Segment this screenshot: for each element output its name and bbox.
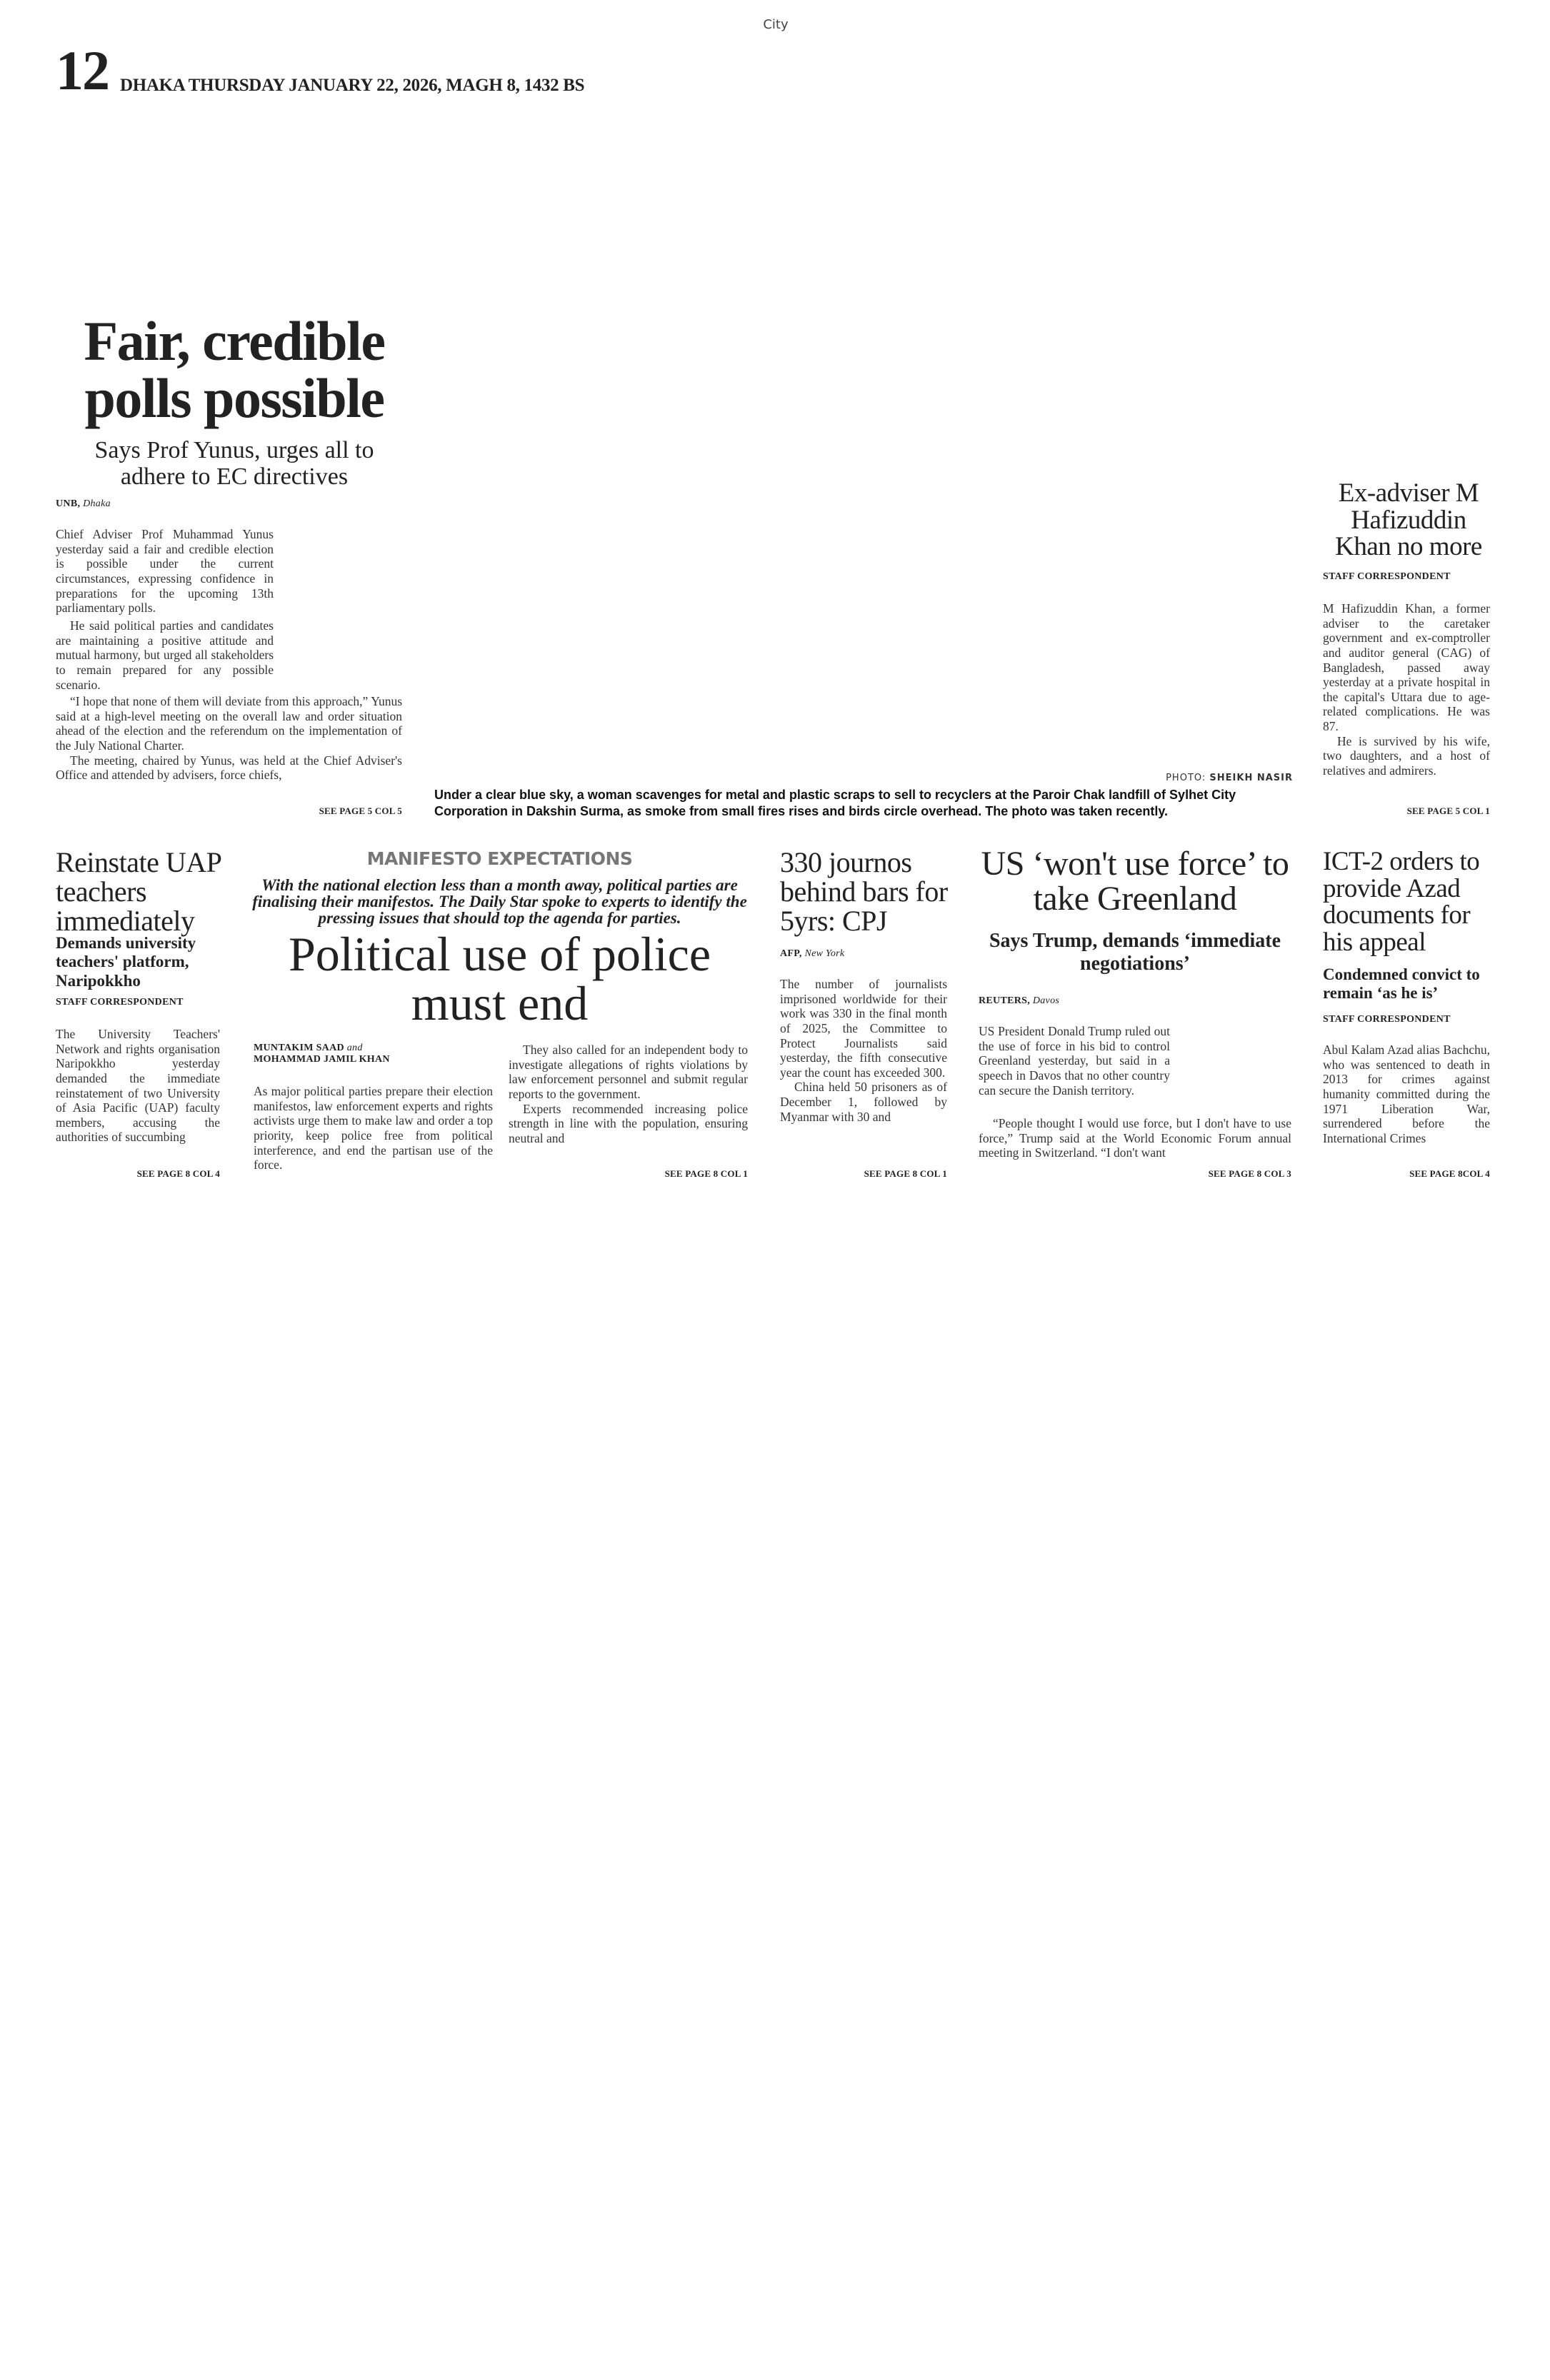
greenland-paragraph: US President Donald Trump ruled out the use of force in his bid to control Greenland yesterday, but said in a speech in Davos that no other country can secure the Danish territory. xyxy=(979,1024,1170,1098)
obituary-see-page[interactable]: SEE PAGE 5 COL 1 xyxy=(1406,805,1490,816)
cpj-credit-agency: AFP, xyxy=(780,948,802,959)
obituary-headline[interactable]: Ex-adviser M Hafizuddin Khan no more xyxy=(1335,478,1482,562)
photo-credit xyxy=(1114,773,1293,783)
manifesto-col2 xyxy=(509,1043,748,1145)
lead-paragraph: Chief Adviser Prof Muhammad Yunus yesterday said a fair and credible election is possible under the current circumstances, expressing confidence in preparations for the upcoming 13th parliamentary polls. xyxy=(56,527,274,616)
manifesto-headline[interactable]: Political use of police must end xyxy=(288,927,711,1031)
cpj-credit xyxy=(780,948,844,960)
byline-name: MUNTAKIM SAAD xyxy=(254,1043,344,1053)
cpj-credit-place: New York xyxy=(804,948,845,959)
lead-deck: Says Prof Yunus, urges all to adhere to EC directives xyxy=(94,437,374,491)
lead-paragraph: The meeting, chaired by Yunus, was held at the Chief Adviser's Office and attended by advisers, force chiefs, xyxy=(56,753,402,783)
uap-subhead: Demands university teachers' platform, Naripokkho xyxy=(56,934,196,990)
greenland-subhead: Says Trump, demands ‘immediate negotiations’ xyxy=(989,930,1281,975)
manifesto-see-page[interactable]: SEE PAGE 8 COL 1 xyxy=(664,1168,748,1179)
photo-credit-label: PHOTO: xyxy=(1166,773,1206,783)
ict-see-page[interactable]: SEE PAGE 8COL 4 xyxy=(1409,1168,1490,1179)
uap-body xyxy=(56,1027,220,1145)
ict-paragraph: Abul Kalam Azad alias Bachchu, who was sentenced to death in 2013 for crimes against humanity committed during the 1971 Liberation War, surrendered before the International Crimes xyxy=(1323,1043,1490,1145)
manifesto-byline xyxy=(254,1043,489,1065)
manifesto-col1 xyxy=(254,1084,493,1173)
lead-body-narrow-2 xyxy=(56,618,274,693)
ict-subhead: Condemned convict to remain ‘as he is’ xyxy=(1323,965,1480,1003)
obituary-paragraph: M Hafizuddin Khan, a former adviser to the caretaker government and ex-comptroller and auditor general (CAG) of Bangladesh, passed away yesterday at a private hospital in the capital's Uttara due to age-related complications. He was 87. xyxy=(1323,601,1490,734)
obituary-paragraph: He is survived by his wife, two daughters, and a host of relatives and admirers. xyxy=(1323,733,1490,778)
cpj-body xyxy=(780,977,947,1124)
photo-caption: Under a clear blue sky, a woman scavenges for metal and plastic scraps to sell to recyclers at the Paroir Chak landfill of Sylhet City Corporation in Dakshin Surma, as smoke from small fires rises and birds circle overhead. The photo was taken recently. xyxy=(434,788,1236,818)
greenland-see-page[interactable]: SEE PAGE 8 COL 3 xyxy=(1208,1168,1291,1179)
greenland-body-wide xyxy=(979,1116,1291,1160)
dateline: DHAKA THURSDAY JANUARY 22, 2026, MAGH 8, 1432 BS xyxy=(120,76,585,95)
greenland-credit-agency: REUTERS, xyxy=(979,995,1031,1006)
manifesto-intro: With the national election less than a month away, political parties are finalising their manifestos. The Daily Star spoke to experts to identify the pressing issues that should top the agenda for parties. xyxy=(252,876,747,927)
uap-paragraph: The University Teachers' Network and rights organisation Naripokkho yesterday demanded the immediate reinstatement of two University of Asia Pacific (UAP) faculty members, accusing the authorities of succumbing xyxy=(56,1027,220,1145)
manifesto-kicker: MANIFESTO EXPECTATIONS xyxy=(366,848,633,869)
cpj-headline[interactable]: 330 journos behind bars for 5yrs: CPJ xyxy=(780,846,948,937)
ict-credit: STAFF CORRESPONDENT xyxy=(1323,1014,1451,1025)
obituary-credit: STAFF CORRESPONDENT xyxy=(1323,571,1451,582)
uap-headline[interactable]: Reinstate UAP teachers immediately xyxy=(56,846,221,937)
obituary-body xyxy=(1323,601,1490,778)
byline-conjunction: and xyxy=(346,1043,363,1053)
ict-body xyxy=(1323,1043,1490,1145)
uap-credit: STAFF CORRESPONDENT xyxy=(56,997,184,1008)
greenland-credit xyxy=(979,995,1059,1007)
lead-body-wide xyxy=(56,694,402,783)
greenland-body-narrow xyxy=(979,1024,1170,1098)
page-number: 12 xyxy=(56,39,109,101)
manifesto-paragraph: They also called for an independent body to investigate allegations of rights violations by law enforcement personnel and submit regular reports to the government. xyxy=(509,1043,748,1101)
lead-credit-agency: UNB, xyxy=(56,498,81,509)
greenland-headline[interactable]: US ‘won't use force’ to take Greenland xyxy=(981,845,1289,918)
lead-headline[interactable]: Fair, credible polls possible xyxy=(84,310,385,429)
lead-credit-place: Dhaka xyxy=(83,498,111,509)
greenland-paragraph: “People thought I would use force, but I don't have to use force,” Trump said at the World Economic Forum annual meeting in Switzerland. “I don't want xyxy=(979,1116,1291,1160)
photo-credit-name: SHEIKH NASIR xyxy=(1209,773,1293,783)
lead-see-page[interactable]: SEE PAGE 5 COL 5 xyxy=(319,805,402,816)
ict-headline[interactable]: ICT-2 orders to provide Azad documents for his appeal xyxy=(1323,847,1480,958)
section-label: City xyxy=(763,17,789,32)
manifesto-paragraph: As major political parties prepare their election manifestos, law enforcement experts and rights activists urge them to make law and order a top priority, keep police free from political interference, and end the partisan use of the force. xyxy=(254,1084,493,1173)
byline-name: MOHAMMAD JAMIL KHAN xyxy=(254,1054,390,1065)
cpj-paragraph: China held 50 prisoners as of December 1, followed by Myanmar with 30 and xyxy=(780,1080,947,1124)
lead-body-narrow xyxy=(56,527,274,616)
cpj-see-page[interactable]: SEE PAGE 8 COL 1 xyxy=(864,1168,947,1179)
cpj-paragraph: The number of journalists imprisoned worldwide for their work was 330 in the final month of 2025, the Committee to Protect Journalists said yesterday, the fifth consecutive year the count has exceeded 300. xyxy=(780,977,947,1080)
lead-paragraph: He said political parties and candidates are maintaining a positive attitude and mutual harmony, but urged all stakeholders to remain prepared for any possible scenario. xyxy=(56,618,274,692)
greenland-credit-place: Davos xyxy=(1032,995,1060,1006)
manifesto-paragraph: Experts recommended increasing police strength in line with the population, ensuring neutral and xyxy=(509,1101,748,1145)
lead-paragraph: “I hope that none of them will deviate from this approach,” Yunus said at a high-level meeting on the overall law and order situation ahead of the election and the referendum on the implementation of the July National Charter. xyxy=(56,694,402,753)
uap-see-page[interactable]: SEE PAGE 8 COL 4 xyxy=(136,1168,220,1179)
landfill-photo xyxy=(434,500,1291,771)
lead-credit xyxy=(56,498,111,510)
